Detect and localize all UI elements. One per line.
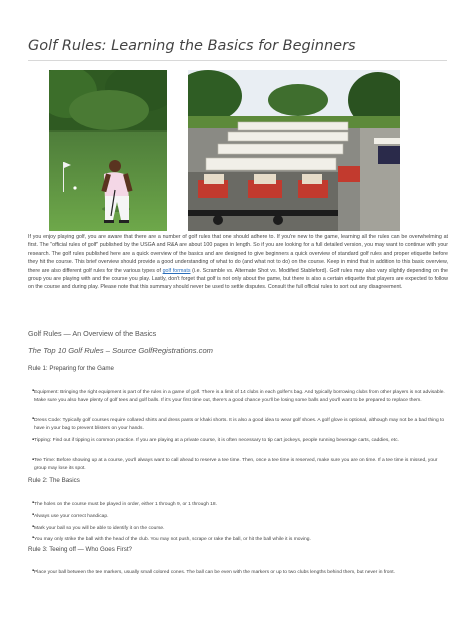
intro-text-start: If you enjoy playing golf, you are aware that there are a number of golf rules that one should adhere to. If you're new to the game, learning all the rules can be overwhelming at first. The "official rules of golf" published by the USGA and R&A are about 100 pages in length. So if you are looking for a full detailed version, you may want to continue with your research. The golf rules published here are a quick overview of the basics and are designed to give beginners a quick overview of standard golf rules and proper etiquette before they hit the course. This brief overview should provide a good understanding of what to do (and what not to do) on the course. Keep in mind that in addition to this basic overview, there are also different golf rules for the various types of [28, 234, 448, 274]
bullet-icon: ▪ [32, 568, 35, 574]
overview-heading: Golf Rules — An Overview of the Basics [28, 329, 157, 338]
rule-2-item-handicap: Always use your correct handicap. [34, 514, 109, 519]
rule-2-heading: Rule 2: The Basics [28, 477, 80, 484]
title-divider [28, 60, 447, 61]
page-title: Golf Rules: Learning the Basics for Beginners [28, 38, 356, 54]
bullet-icon: ▪ [32, 500, 35, 506]
rule-1-item-tipping: Tipping: Find out if tipping is common practice. If you are playing at a private course, it is often necessary to tip cart jockeys, people running beverage carts, caddies, etc. [34, 438, 399, 443]
bullet-icon: ▪ [32, 457, 35, 463]
rule-2-item-strike: You may only strike the ball with the head of the club. You may not push, scrape or rake the ball, or hit the ball while it is moving. [34, 537, 311, 542]
rule-2-item-mark-ball: Mark your ball so you will be able to identify it on the course. [34, 526, 165, 531]
rule-3-heading: Rule 3: Teeing off — Who Goes First? [28, 546, 132, 553]
rule-1-item-tee-time: Tee Time: Before showing up at a course, you'll always want to call ahead to reserve a tee time. Then, once a tee time is reserved, make sure you are on time. If a tee time is missed, your group may lose its spot. [34, 458, 438, 471]
bullet-icon: ▪ [32, 512, 35, 518]
bullet-icon: ▪ [32, 524, 35, 530]
bullet-icon: ▪ [32, 416, 35, 422]
golf-formats-link[interactable]: golf formats [162, 267, 191, 274]
rule-3-item-tee-markers: Place your ball between the tee markers, usually small colored cones. The ball can be even with the markers or up to two clubs lengths behind them, but never in front. [34, 570, 395, 575]
bullet-icon: ▪ [32, 437, 35, 443]
rule-1-heading: Rule 1: Preparing for the Game [28, 365, 114, 372]
intro-text-end: (i.e. Scramble vs. Alternate Shot vs. Modified Stableford). Golf rules may also vary slightly depending on the group you are playing with and the course you play. Lastly, don't forget that golf is not only about the game, but there is also a certain etiquette that players are expected to follow on the course and during play. Please note that this summary should never be used to settle disputes. Consult the full official rules to sort out any disagreement. [28, 267, 448, 291]
bullet-icon: ▪ [32, 388, 35, 394]
rule-1-item-dress-code: Dress Code: Typically golf courses require collared shirts and dress pants or khaki shorts. It is also a good idea to wear golf shoes. A golf glove is optional, although may not be a bad thing to have in your bag to prevent blisters on your hands. [34, 418, 445, 431]
golfer-putting-photo [49, 70, 167, 231]
rule-1-item-equipment: Equipment: Bringing the right equipment is part of the rules in a game of golf. There is a limit of 14 clubs in each golfer's bag. And typically borrowing clubs from other players is not advisable. Make sure you also have plenty of golf tees and golf balls. If it's your first time out, there's a good chance you'll be losing some balls and you'll want to be prepared to replace them. [34, 390, 445, 403]
top10-heading: The Top 10 Golf Rules – Source GolfRegistrations.com [28, 346, 214, 355]
rule-2-item-order: The holes on the course must be played in order, either 1 through 9, or 1 through 18. [34, 502, 217, 507]
intro-paragraph [28, 233, 448, 292]
golf-carts-photo [188, 70, 400, 231]
bullet-icon: ▪ [32, 535, 35, 541]
